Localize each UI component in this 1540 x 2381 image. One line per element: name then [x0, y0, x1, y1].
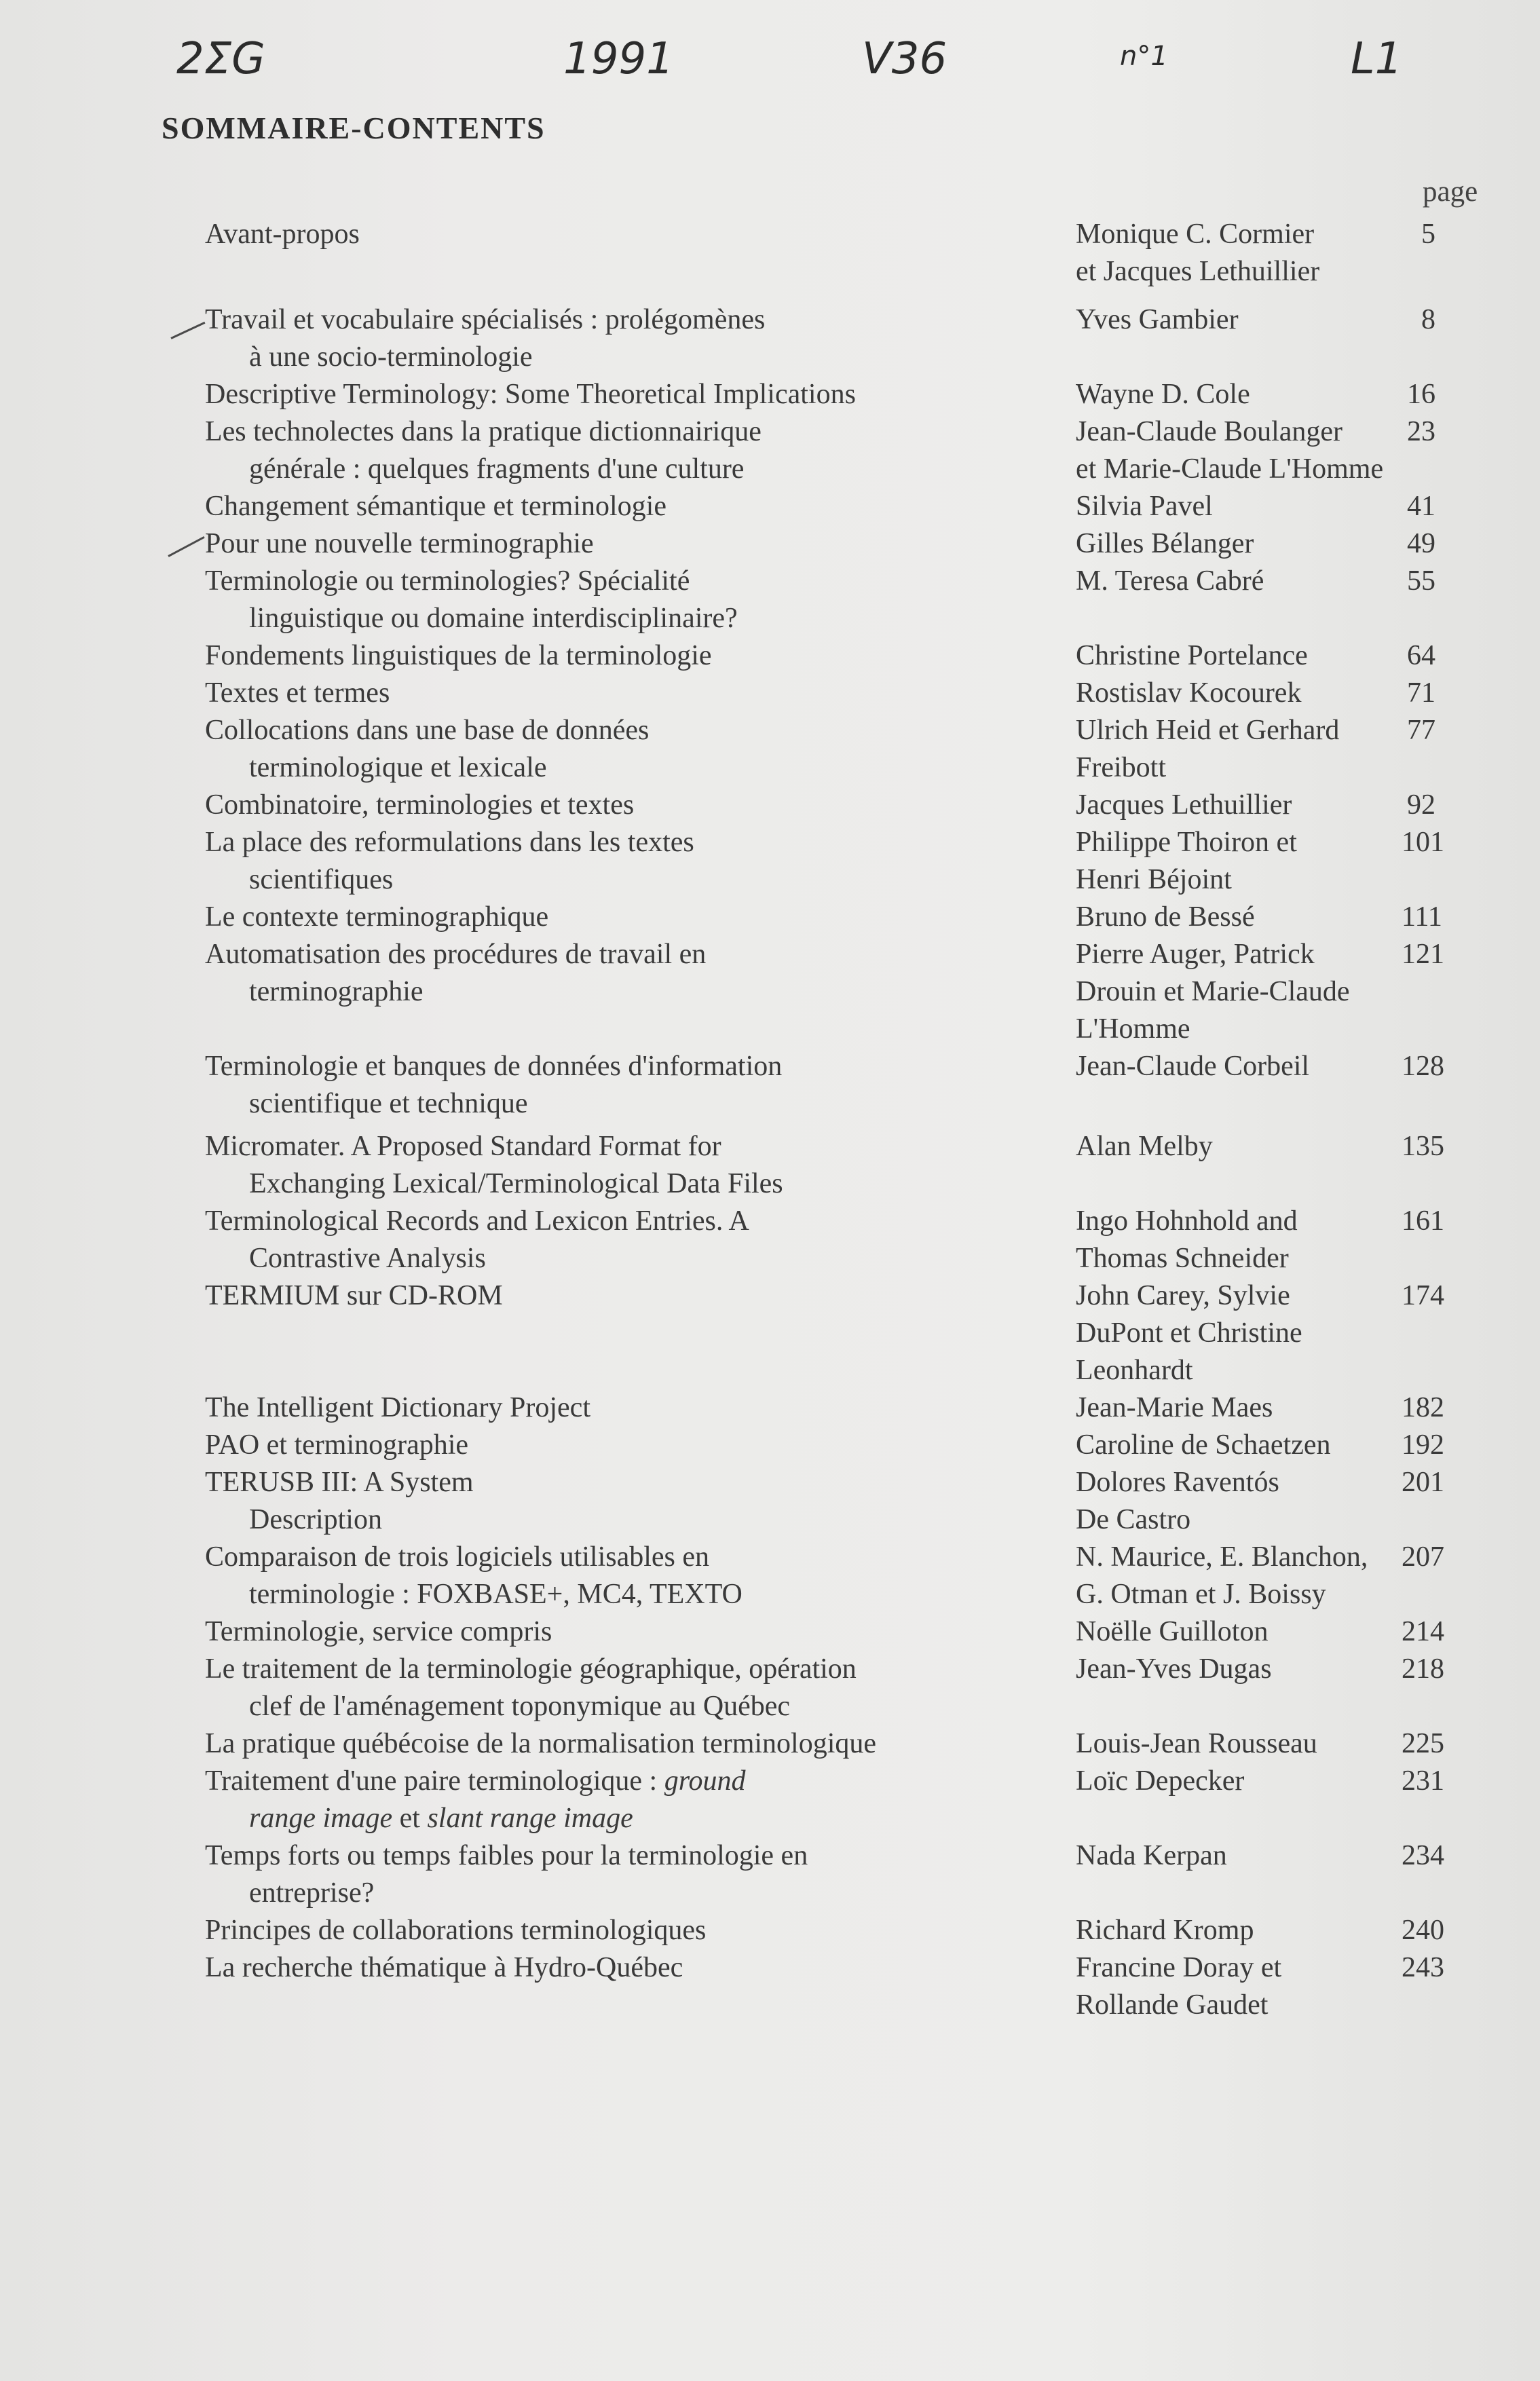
entry-page-number: 218	[1402, 1653, 1444, 1685]
entry-title-line: Le traitement de la terminologie géographique, opération	[205, 1653, 857, 1685]
entry-author-line: Alan Melby	[1076, 1131, 1213, 1162]
entry-authors	[1076, 1464, 1402, 1539]
entry-author-line: Silvia Pavel	[1076, 491, 1213, 522]
entry-author-line: Jean-Claude Corbeil	[1076, 1051, 1310, 1082]
entry-authors	[1076, 1128, 1402, 1203]
toc-entry	[0, 1128, 1540, 1203]
entry-title	[205, 216, 1076, 290]
entry-authors	[1076, 1912, 1402, 1949]
entry-authors	[1076, 376, 1402, 413]
entry-authors	[1076, 1203, 1402, 1277]
entry-page-number: 64	[1407, 640, 1435, 671]
entry-title	[205, 787, 1076, 824]
toc-entry	[0, 712, 1540, 787]
toc-entry	[0, 301, 1540, 376]
entry-author-line: Pierre Auger, Patrick	[1076, 939, 1315, 970]
entry-title-line: Changement sémantique et terminologie	[205, 491, 666, 522]
toc-entry	[0, 1464, 1540, 1539]
entry-authors	[1076, 712, 1402, 787]
entry-author-line: Francine Doray et	[1076, 1952, 1282, 1983]
handwritten-mark: V36	[862, 34, 947, 84]
entry-title-line: PAO et terminographie	[205, 1429, 469, 1461]
entry-author-line: Gilles Bélanger	[1076, 528, 1254, 559]
entry-page-number: 16	[1407, 379, 1435, 410]
entry-page-number: 135	[1402, 1131, 1444, 1162]
entry-authors	[1076, 1949, 1402, 2024]
entry-title	[205, 488, 1076, 525]
entry-title	[205, 413, 1076, 488]
entry-author-line: Ulrich Heid et Gerhard	[1076, 715, 1340, 746]
entry-page-number: 225	[1402, 1728, 1444, 1759]
entry-title-line: terminologie : FOXBASE+, MC4, TEXTO	[249, 1579, 743, 1610]
toc-entry	[0, 787, 1540, 824]
entry-author-line: Bruno de Bessé	[1076, 901, 1255, 933]
toc-entry	[0, 824, 1540, 899]
entry-page-number: 234	[1402, 1840, 1444, 1871]
entry-page-number: 8	[1421, 304, 1435, 335]
entry-title	[205, 525, 1076, 563]
entry-title-line: linguistique ou domaine interdisciplinaire?	[249, 603, 738, 634]
toc-entry	[0, 216, 1540, 290]
entry-title-line: terminographie	[249, 976, 424, 1007]
entry-title-line: Collocations dans une base de données	[205, 715, 650, 746]
entry-title-line: Textes et termes	[205, 677, 390, 709]
entry-title-line: Micromater. A Proposed Standard Format for	[205, 1131, 721, 1162]
toc-entry	[0, 1763, 1540, 1837]
entry-author-line: N. Maurice, E. Blanchon,	[1076, 1541, 1368, 1573]
entry-authors	[1076, 563, 1402, 637]
entry-title-line: Principes de collaborations terminologiques	[205, 1915, 707, 1946]
entry-title-line: Description	[249, 1504, 382, 1535]
page-column-header: page	[1423, 176, 1478, 208]
entry-title	[205, 1389, 1076, 1427]
entry-author-line: Wayne D. Cole	[1076, 379, 1250, 410]
entry-title	[205, 1048, 1076, 1123]
entry-authors	[1076, 525, 1402, 563]
entry-author-line: DuPont et Christine	[1076, 1317, 1302, 1349]
entry-page-number: 243	[1402, 1952, 1444, 1983]
entry-page-number: 92	[1407, 789, 1435, 821]
entry-author-line: M. Teresa Cabré	[1076, 565, 1264, 597]
entry-title-line	[205, 1800, 1062, 1837]
entry-author-line: Jean-Yves Dugas	[1076, 1653, 1272, 1685]
entry-page-number: 101	[1402, 827, 1444, 858]
entry-authors	[1076, 787, 1402, 824]
toc-entry	[0, 376, 1540, 413]
entry-authors	[1076, 1725, 1402, 1763]
entry-title-line: Pour une nouvelle terminographie	[205, 528, 594, 559]
entry-title-line: La recherche thématique à Hydro-Québec	[205, 1952, 683, 1983]
entry-page-number: 121	[1402, 939, 1444, 970]
toc-entry	[0, 1427, 1540, 1464]
entry-title-line: terminologique et lexicale	[249, 752, 547, 783]
entry-title-line: Combinatoire, terminologies et textes	[205, 789, 635, 821]
toc-entry	[0, 1651, 1540, 1725]
entry-title-line: scientifiques	[249, 864, 394, 895]
entry-author-line: John Carey, Sylvie	[1076, 1280, 1290, 1311]
entry-page-number: 111	[1402, 901, 1442, 933]
entry-author-line: Jacques Lethuillier	[1076, 789, 1292, 821]
entry-title-line: scientifique et technique	[249, 1088, 528, 1119]
entry-title	[205, 1837, 1076, 1912]
entry-title	[205, 936, 1076, 1048]
entry-author-line: Henri Béjoint	[1076, 864, 1232, 895]
toc-entry	[0, 563, 1540, 637]
entry-author-line: Rollande Gaudet	[1076, 1989, 1269, 2021]
entry-title	[205, 1203, 1076, 1277]
entry-title-line: TERUSB III: A System	[205, 1467, 474, 1498]
entry-title	[205, 824, 1076, 899]
entry-authors	[1076, 1613, 1402, 1651]
entry-page-number: 161	[1402, 1205, 1444, 1237]
entry-authors	[1076, 413, 1402, 488]
entry-page-number: 240	[1402, 1915, 1444, 1946]
entry-title-line: La place des reformulations dans les textes	[205, 827, 694, 858]
toc-entry	[0, 1912, 1540, 1949]
entry-title-segment: et	[392, 1803, 428, 1834]
entry-title	[205, 563, 1076, 637]
entry-author-line: Louis-Jean Rousseau	[1076, 1728, 1317, 1759]
entry-page-number: 5	[1421, 219, 1435, 250]
toc-entry	[0, 1837, 1540, 1912]
entry-author-line: Caroline de Schaetzen	[1076, 1429, 1331, 1461]
toc-entry	[0, 1048, 1540, 1123]
entry-title	[205, 1763, 1076, 1837]
handwritten-mark: n°1	[1120, 41, 1168, 72]
entry-title-line: Terminological Records and Lexicon Entries. A	[205, 1205, 749, 1237]
entry-page-number: 231	[1402, 1765, 1444, 1797]
entry-authors	[1076, 637, 1402, 675]
toc-entry	[0, 936, 1540, 1048]
entry-title	[205, 1912, 1076, 1949]
toc-entry	[0, 675, 1540, 712]
entry-page-number: 207	[1402, 1541, 1444, 1573]
entry-title-line: The Intelligent Dictionary Project	[205, 1392, 590, 1423]
entry-authors	[1076, 216, 1402, 290]
entry-title-line: Travail et vocabulaire spécialisés : prolégomènes	[205, 304, 766, 335]
entry-author-line: Jean-Claude Boulanger	[1076, 416, 1343, 447]
entry-author-line: Loïc Depecker	[1076, 1765, 1245, 1797]
entry-title-line: Les technolectes dans la pratique dictionnairique	[205, 416, 762, 447]
entry-author-line: Yves Gambier	[1076, 304, 1239, 335]
entry-title-line: clef de l'aménagement toponymique au Québec	[249, 1691, 791, 1722]
entry-authors	[1076, 488, 1402, 525]
entry-author-line: Philippe Thoiron et	[1076, 827, 1297, 858]
entry-title-line: TERMIUM sur CD-ROM	[205, 1280, 503, 1311]
entry-title-line: Terminologie, service compris	[205, 1616, 552, 1647]
entry-authors	[1076, 675, 1402, 712]
entry-title-line: Descriptive Terminology: Some Theoretical Implications	[205, 379, 856, 410]
page-title: SOMMAIRE-CONTENTS	[162, 111, 546, 145]
entry-title	[205, 1539, 1076, 1613]
entry-page-number: 201	[1402, 1467, 1444, 1498]
entry-title-line: Avant-propos	[205, 219, 360, 250]
entry-title	[205, 637, 1076, 675]
toc-entry	[0, 1389, 1540, 1427]
handwritten-annotations	[0, 27, 1540, 115]
entry-title-line: Terminologie et banques de données d'information	[205, 1051, 783, 1082]
entry-author-line: Jean-Marie Maes	[1076, 1392, 1273, 1423]
entry-page-number: 71	[1407, 677, 1435, 709]
handwritten-mark: L1	[1351, 34, 1403, 84]
toc-entry	[0, 1539, 1540, 1613]
toc-entry	[0, 1277, 1540, 1389]
entry-authors	[1076, 1539, 1402, 1613]
entry-title-line	[205, 1763, 1062, 1800]
toc-entry	[0, 1613, 1540, 1651]
entry-author-line: De Castro	[1076, 1504, 1191, 1535]
toc-entry	[0, 1949, 1540, 2024]
entry-title-segment: range image	[249, 1803, 393, 1834]
entry-title-line: La pratique québécoise de la normalisation terminologique	[205, 1728, 877, 1759]
entry-author-line: Noëlle Guilloton	[1076, 1616, 1269, 1647]
entry-authors	[1076, 1763, 1402, 1837]
toc-entry	[0, 525, 1540, 563]
entry-title	[205, 1464, 1076, 1539]
entry-title	[205, 1277, 1076, 1389]
entry-author-line: Drouin et Marie-Claude	[1076, 976, 1350, 1007]
entry-page-number: 214	[1402, 1616, 1444, 1647]
entry-title-line: Le contexte terminographique	[205, 901, 549, 933]
handwritten-mark: 1991	[563, 34, 674, 84]
entry-title	[205, 376, 1076, 413]
entry-page-number: 174	[1402, 1280, 1444, 1311]
entry-title	[205, 712, 1076, 787]
entry-title-line: entreprise?	[249, 1877, 375, 1909]
entry-title	[205, 301, 1076, 376]
entry-title	[205, 1949, 1076, 2024]
toc-entry	[0, 488, 1540, 525]
entry-title	[205, 1128, 1076, 1203]
entry-page-number: 49	[1407, 528, 1435, 559]
entry-title-line: Terminologie ou terminologies? Spécialité	[205, 565, 690, 597]
entry-title-line: Automatisation des procédures de travail en	[205, 939, 707, 970]
entry-page-number: 182	[1402, 1392, 1444, 1423]
entry-author-line: Dolores Raventós	[1076, 1467, 1279, 1498]
entry-authors	[1076, 899, 1402, 936]
entry-title	[205, 675, 1076, 712]
entry-title-line: Temps forts ou temps faibles pour la terminologie en	[205, 1840, 808, 1871]
toc-entry	[0, 413, 1540, 488]
entry-page-number: 55	[1407, 565, 1435, 597]
entry-page-number: 77	[1407, 715, 1435, 746]
handwritten-mark: 2ΣG	[176, 34, 265, 84]
entry-author-line: Richard Kromp	[1076, 1915, 1254, 1946]
entry-authors	[1076, 301, 1402, 376]
entry-title	[205, 899, 1076, 936]
entry-title-segment: ground	[664, 1765, 746, 1797]
entry-page-number: 41	[1407, 491, 1435, 522]
entry-author-line: L'Homme	[1076, 1013, 1190, 1045]
entry-author-line: Nada Kerpan	[1076, 1840, 1227, 1871]
entry-authors	[1076, 936, 1402, 1048]
table-of-contents	[0, 216, 1540, 2024]
entry-authors	[1076, 824, 1402, 899]
entry-author-line: et Marie-Claude L'Homme	[1076, 453, 1384, 485]
entry-title-line: à une socio-terminologie	[249, 341, 533, 373]
entry-page-number: 23	[1407, 416, 1435, 447]
entry-author-line: Rostislav Kocourek	[1076, 677, 1302, 709]
entry-authors	[1076, 1427, 1402, 1464]
entry-title	[205, 1725, 1076, 1763]
entry-authors	[1076, 1277, 1402, 1389]
entry-page-number: 128	[1402, 1051, 1444, 1082]
entry-title-segment: slant range image	[427, 1803, 633, 1834]
entry-title	[205, 1427, 1076, 1464]
toc-entry	[0, 1725, 1540, 1763]
entry-author-line: Monique C. Cormier	[1076, 219, 1315, 250]
entry-title-segment: Traitement d'une paire terminologique :	[205, 1765, 664, 1797]
entry-author-line: G. Otman et J. Boissy	[1076, 1579, 1326, 1610]
entry-title-line: Exchanging Lexical/Terminological Data Files	[249, 1168, 783, 1199]
entry-title-line: Fondements linguistiques de la terminologie	[205, 640, 712, 671]
entry-title	[205, 1613, 1076, 1651]
entry-author-line: Ingo Hohnhold and	[1076, 1205, 1298, 1237]
entry-author-line: Freibott	[1076, 752, 1166, 783]
entry-title-line: Contrastive Analysis	[249, 1243, 486, 1274]
entry-author-line: Christine Portelance	[1076, 640, 1308, 671]
entry-author-line: Leonhardt	[1076, 1355, 1193, 1386]
toc-entry	[0, 899, 1540, 936]
toc-entry	[0, 637, 1540, 675]
entry-authors	[1076, 1651, 1402, 1725]
entry-author-line: Thomas Schneider	[1076, 1243, 1289, 1274]
entry-title-line: Comparaison de trois logiciels utilisables en	[205, 1541, 710, 1573]
entry-authors	[1076, 1048, 1402, 1123]
entry-title	[205, 1651, 1076, 1725]
entry-title-line: générale : quelques fragments d'une culture	[249, 453, 745, 485]
entry-page-number: 192	[1402, 1429, 1444, 1461]
entry-author-line: et Jacques Lethuillier	[1076, 256, 1320, 287]
entry-authors	[1076, 1389, 1402, 1427]
toc-entry	[0, 1203, 1540, 1277]
entry-authors	[1076, 1837, 1402, 1912]
